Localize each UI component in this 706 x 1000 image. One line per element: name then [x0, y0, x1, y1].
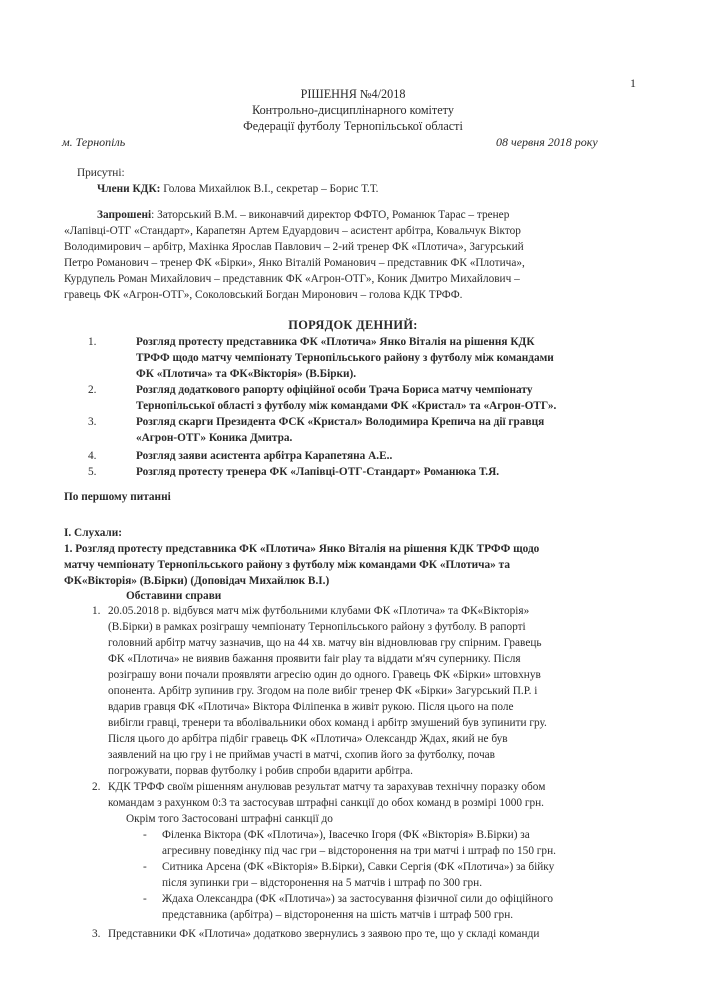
date: 08 червня 2018 року [496, 135, 598, 149]
circ-p1-line-11: погрожувати, порвав футболку і робив спроби вдарити арбітра. [108, 765, 413, 777]
federation-name: Федерації футболу Тернопільської області [243, 119, 463, 133]
agenda-item-1-line-2: ТРФФ щодо матчу чемпіонату Тернопільського району з футболу між командами [136, 352, 554, 364]
circ-num-3: 3. [92, 928, 101, 940]
circ-p3-line-1: Представники ФК «Плотича» додатково звернулись з заявою про те, що у складі команди [108, 928, 540, 940]
circ-p1-line-4: ФК «Плотича» не виявив бажання проявити fair play та віддати м'яч супернику. Після [108, 653, 521, 665]
bullet-dash-3: - [143, 893, 147, 905]
invited-line-6: гравець ФК «Агрон-ОТГ», Соколовський Богдан Миронович – голова КДК ТРФФ. [64, 289, 463, 301]
circ-p1-line-10: заявлений на цю гру і не приймав участі в матчі, схопив його за футболку, почав [108, 749, 495, 761]
circ-p2-sub: Окрім того Застосовані штрафні санкції до [126, 813, 333, 825]
agenda-item-1-line-3: ФК «Плотича» та ФК«Вікторія» (В.Бірки). [136, 368, 357, 380]
invited-line-3: Володимирович – арбітр, Махінка Ярослав Павлович – 2-ий тренер ФК «Плотича», Загурський [64, 241, 524, 253]
heard-line-1: 1. Розгляд протесту представника ФК «Плотича» Янко Віталія на рішення КДК ТРФФ щодо [64, 543, 540, 555]
agenda-num-1: 1. [88, 336, 97, 348]
members-label: Члени КДК: [97, 183, 161, 195]
agenda-item-2-line-1: Розгляд додаткового рапорту офіційної особи Трача Бориса матчу чемпіонату [136, 384, 533, 396]
heard-line-2: матчу чемпіонату Тернопільського району з футболу між командами ФК «Плотича» та [64, 559, 510, 571]
agenda-num-2: 2. [88, 384, 97, 396]
circ-num-2: 2. [92, 781, 101, 793]
bullet-dash-2: - [143, 861, 147, 873]
circ-num-1: 1. [92, 605, 101, 617]
bullet-2-line-2: після зупинки гри – відсторонення на 5 матчів і штраф по 300 грн. [162, 877, 483, 889]
heard-line-3: ФК«Вікторія» (В.Бірки) (Доповідач Михайлюк В.І.) [64, 575, 330, 587]
invited-line-2: «Лапівці-ОТГ «Стандарт», Карапетян Артем Едуардович – асистент арбітра, Ковальчук Віктор [64, 225, 521, 237]
invited-line-4: Петро Романович – тренер ФК «Бірки», Янко Віталій Романович – представник ФК «Плотича», [64, 257, 525, 269]
present-label: Присутні: [77, 167, 125, 179]
heard-label: І. Слухали: [64, 527, 123, 539]
agenda-title: ПОРЯДОК ДЕННИЙ: [288, 318, 418, 332]
invited-line-5: Курдупель Роман Михайлович – представник ФК «Агрон-ОТГ», Коник Дмитро Михайлович – [64, 273, 520, 285]
agenda-item-5-line-1: Розгляд протесту тренера ФК «Лапівці-ОТГ-Стандарт» Романюка Т.Я. [136, 466, 500, 478]
circ-p2-line-1: КДК ТРФФ своїм рішенням анулював результат матчу та зарахував технічну поразку обом [108, 781, 546, 793]
bullet-dash-1: - [143, 829, 147, 841]
committee-name: Контрольно-дисциплінарного комітету [252, 103, 454, 117]
circ-p1-line-1: 20.05.2018 р. відбувся матч між футбольними клубами ФК «Плотича» та ФК«Вікторія» [108, 605, 530, 617]
agenda-item-1-line-1: Розгляд протесту представника ФК «Плотича» Янко Віталія на рішення КДК [136, 336, 535, 348]
bullet-1-line-2: агресивну поведінку під час гри – відсторонення на три матчі і штраф по 150 грн. [162, 845, 556, 857]
agenda-item-4-line-1: Розгляд заяви асистента арбітра Карапетяна А.Е.. [136, 450, 393, 462]
circumstances-label: Обставини справи [126, 590, 222, 602]
circ-p1-line-5: розіграшу вони почали проявляти агресію один до одного. Гравець ФК «Бірки» штовхнув [108, 669, 541, 681]
agenda-item-3-line-2: «Агрон-ОТГ» Коника Дмитра. [136, 432, 293, 444]
decision-title: РІШЕННЯ №4/2018 [300, 87, 406, 101]
invited-line-1: Запрошені: Заторський В.М. – виконавчий директор ФФТО, Романюк Тарас – тренер [97, 209, 510, 221]
agenda-num-4: 4. [88, 450, 97, 462]
agenda-item-3-line-1: Розгляд скарги Президента ФСК «Кристал» Володимира Крепича на дії гравця [136, 416, 545, 428]
page-number: 1 [630, 76, 636, 90]
agenda-num-3: 3. [88, 416, 97, 428]
members-text: Голова Михайлюк В.І., секретар – Борис Т.Т. [160, 183, 379, 195]
first-question-heading: По першому питанні [64, 491, 171, 503]
circ-p1-line-7: вдарив гравця ФК «Плотича» Віктора Філіпенка в живіт рукою. Після цього на поле [108, 701, 514, 713]
invited-label: Запрошені [97, 209, 152, 221]
circ-p1-line-9: Після цього до арбітра підбіг гравець ФК «Плотича» Олександр Ждах, який не був [108, 733, 508, 745]
agenda-item-2-line-2: Тернопільської області з футболу між командами ФК «Кристал» та «Агрон-ОТГ». [136, 400, 557, 412]
bullet-3-line-1: Ждаха Олександра (ФК «Плотича») за застосування фізичної сили до офіційного [162, 893, 554, 905]
circ-p1-line-8: вибігли гравці, тренери та вболівальники обох команд і арбітр змушений був зупинити гру. [108, 717, 547, 729]
circ-p2-line-2: командам з рахунком 0:3 та застосував штрафні санкції до обох команд в розмірі 1000 грн. [108, 797, 544, 809]
agenda-num-5: 5. [88, 466, 97, 478]
circ-p1-line-2: (В.Бірки) в рамках розіграшу чемпіонату Тернопільського району з футболу. В рапорті [108, 621, 526, 633]
bullet-1-line-1: Філенка Віктора (ФК «Плотича»), Івасечко Ігоря (ФК «Вікторія» В.Бірки) за [162, 829, 530, 841]
city: м. Тернопіль [62, 135, 126, 149]
circ-p1-line-6: опонента. Арбітр зупинив гру. Згодом на поле вибіг тренер ФК «Бірки» Загурський П.Р. і [108, 685, 538, 697]
members-line [97, 183, 378, 195]
circ-p1-line-3: головний арбітр матчу зазначив, що на 44 хв. матчу він відновлював гру спірним. Гравець [108, 637, 542, 649]
bullet-3-line-2: представника (арбітра) – відсторонення на шість матчів і штраф 500 грн. [162, 909, 514, 921]
bullet-2-line-1: Ситника Арсена (ФК «Вікторія» В.Бірки), Савки Сергія (ФК «Плотича») за бійку [162, 861, 555, 873]
